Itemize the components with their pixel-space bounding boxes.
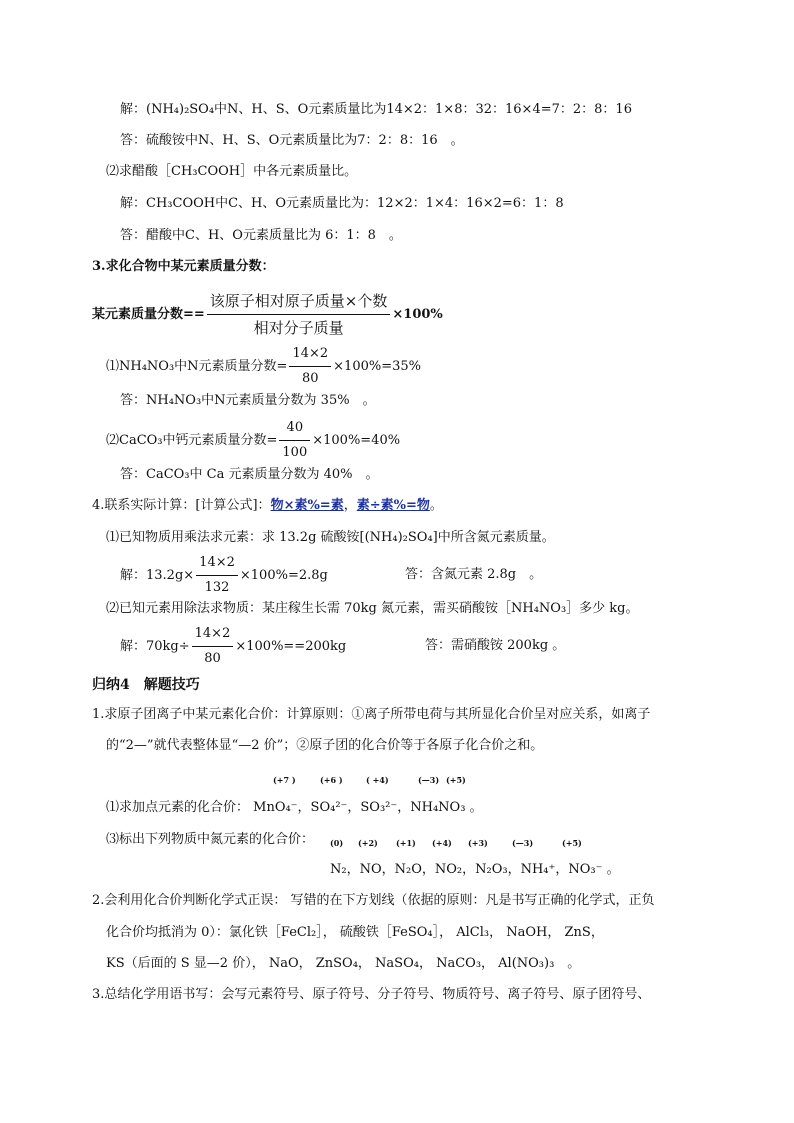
solution-line-2: 解：CH₃COOH中C、H、O元素质量比为：12×2：1×4：16×2=6：1：8	[120, 196, 564, 211]
q2-fraction	[279, 418, 310, 463]
valence-tag: (—3)	[512, 838, 534, 848]
s4-fraction	[192, 624, 234, 669]
q2-right: ×100%=40%	[312, 433, 401, 448]
s4-left: 解：70kg÷	[120, 639, 190, 654]
formula-separator: ，	[343, 498, 357, 513]
paragraph-1-line-a: 1.求原子团离子中某元素化合价：计算原则：①离子所带电荷与其所显化合价呈对应关系，如离子	[92, 707, 651, 722]
valence-tag: (+7 )	[273, 775, 296, 785]
section-4-heading	[92, 497, 443, 515]
valence-tag: (+5)	[562, 838, 582, 848]
s3-numerator: 14×2	[196, 553, 238, 576]
question-acetic-acid: ⑵求醋酸［CH₃COOH］中各元素质量比。	[106, 164, 358, 179]
q1-right: ×100%=35%	[333, 359, 422, 374]
paragraph-2-line-a: 2.会利用化合价判断化学式正误： 写错的在下方划线（依据的原则：凡是书写正确的化学式，正负	[92, 893, 655, 908]
formula-mass-to-element: 物×素%=素	[270, 498, 344, 513]
solution-ammonium-nitrate	[120, 624, 346, 669]
s4-numerator: 14×2	[192, 624, 234, 647]
valence-tag: (+2)	[358, 838, 378, 848]
valence-tag: (+1)	[396, 838, 416, 848]
valence-tag: (0)	[330, 838, 344, 848]
section-3-heading: 3.求化合物中某元素质量分数：	[92, 259, 275, 274]
paragraph-2-line-c: KS（后面的 S 显—2 价）， NaO， ZnSO₄， NaSO₄， NaCO₃， Al(NO₃)₃ 。	[106, 956, 581, 971]
q1-numerator: 14×2	[289, 344, 331, 367]
q1-fraction	[289, 344, 331, 389]
s3-left: 解：13.2g×	[120, 568, 195, 583]
s4-denominator: 80	[204, 651, 221, 666]
solution-line-1: 解：(NH₄)₂SO₄中N、H、S、O元素质量比为14×2：1×8：32：16×4=7：2：8：16	[120, 102, 632, 117]
section-4-prefix: 4.联系实际计算：[计算公式]：	[92, 498, 271, 513]
formula-left: 某元素质量分数==	[92, 307, 205, 322]
answer-nh4no3: 答：NH₄NO₃中N元素质量分数为 35% 。	[120, 393, 376, 408]
valence-tag: ( +4)	[366, 775, 389, 785]
question-nitrogen-valence: ⑶标出下列物质中氮元素的化合价：	[106, 832, 315, 847]
question-marked-elements: ⑴求加点元素的化合价： MnO₄⁻，SO₄²⁻，SO₃²⁻，NH₄NO₃ 。	[106, 800, 483, 815]
answer-ammonium-nitrate: 答：需硝酸铵 200kg 。	[425, 638, 566, 653]
s3-denominator: 132	[204, 580, 230, 595]
s4-right: ×100%==200kg	[235, 639, 347, 654]
formula-right: ×100%	[392, 307, 443, 322]
q1-denominator: 80	[302, 371, 319, 386]
valence-tag: (+3)	[468, 838, 488, 848]
q2-left: ⑵CaCO₃中钙元素质量分数=	[106, 433, 278, 448]
paragraph-2-line-b: 化合价均抵消为 0）：氯化铁［FeCl₂］， 硫酸铁［FeSO₄］， AlCl₃， NaOH， ZnS，	[106, 925, 604, 940]
s3-fraction	[196, 553, 238, 598]
formula-numerator: 该原子相对原子质量×个数	[207, 290, 391, 315]
paragraph-3: 3.总结化学用语书写：会写元素符号、原子符号、分子符号、物质符号、离子符号、原子团符号、	[92, 987, 651, 1002]
valence-tag: (+6 )	[320, 775, 343, 785]
formula-denominator: 相对分子质量	[253, 319, 344, 337]
question-caco3	[106, 418, 400, 463]
mass-fraction-formula	[92, 290, 443, 339]
answer-ammonium-sulfate: 答：含氮元素 2.8g 。	[405, 567, 543, 582]
solution-ammonium-sulfate	[120, 553, 328, 598]
question-ammonium-sulfate: ⑴已知物质用乘法求元素：求 13.2g 硫酸铵[(NH₄)₂SO₄]中所含氮元素质量。	[106, 530, 555, 545]
valence-tag: (+4)	[432, 838, 452, 848]
summary-4-heading: 归纳4 解题技巧	[92, 677, 200, 693]
answer-caco3: 答：CaCO₃中 Ca 元素质量分数为 40% 。	[120, 467, 379, 482]
paragraph-1-line-b: 的“2—”就代表整体显“—2 价”；②原子团的化合价等于各原子化合价之和。	[106, 738, 544, 753]
formula-end: 。	[429, 498, 443, 513]
valence-tag: (+5)	[446, 775, 466, 785]
answer-line-1: 答：硫酸铵中N、H、S、O元素质量比为7：2：8：16 。	[120, 133, 464, 148]
nitrogen-compound-list: N₂，NO，N₂O，NO₂，N₂O₃，NH₄⁺，NO₃⁻ 。	[330, 862, 620, 877]
s3-right: ×100%=2.8g	[239, 568, 328, 583]
formula-fraction	[207, 290, 391, 339]
question-ammonium-nitrate: ⑵已知元素用除法求物质：某庄稼生长需 70kg 氮元素，需买硝酸铵［NH₄NO₃］多少 kg。	[106, 601, 639, 616]
q2-numerator: 40	[279, 418, 310, 441]
q1-left: ⑴NH₄NO₃中N元素质量分数=	[106, 359, 288, 374]
answer-line-2: 答：醋酸中C、H、O元素质量比为 6：1：8 。	[120, 228, 402, 243]
q2-denominator: 100	[282, 445, 308, 460]
formula-element-to-mass: 素÷素%=物	[356, 498, 430, 513]
question-nh4no3	[106, 344, 421, 389]
valence-tag: (—3)	[418, 775, 440, 785]
